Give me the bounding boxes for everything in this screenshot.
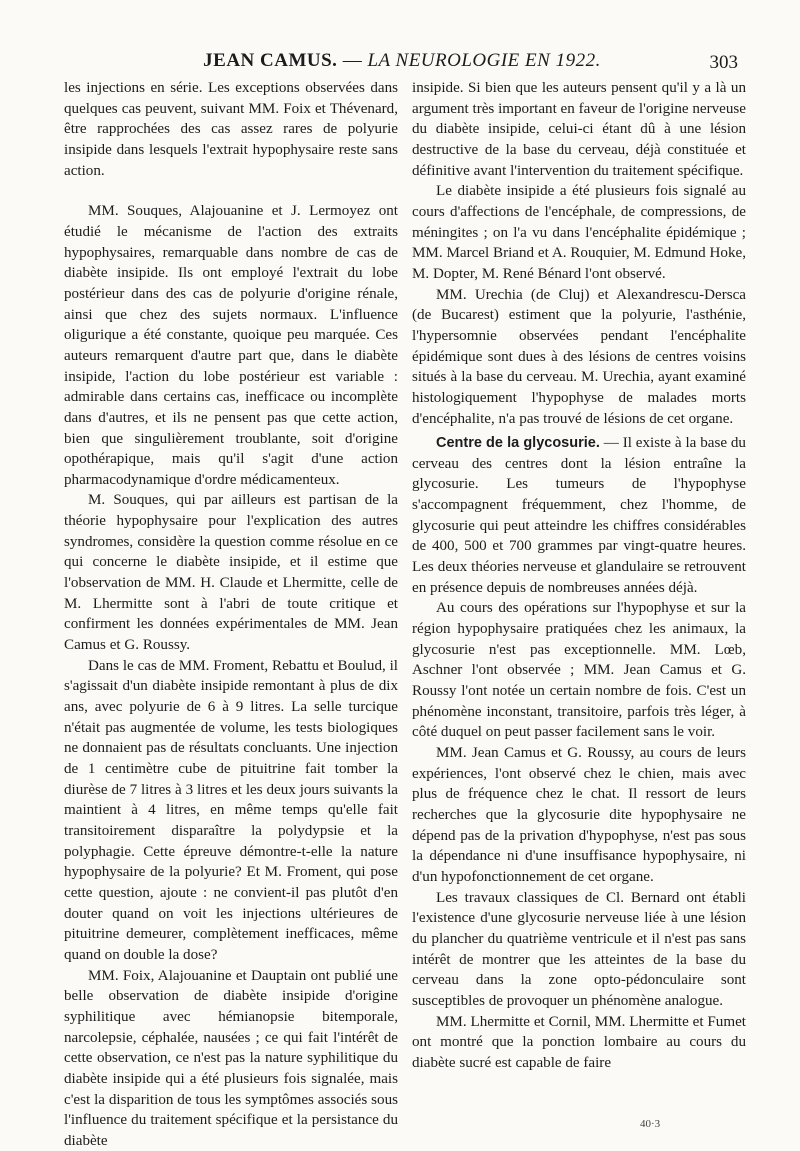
- running-header: [64, 50, 740, 76]
- right-column: [412, 78, 746, 1074]
- header-author: JEAN CAMUS.: [203, 50, 338, 71]
- paragraph: MM. Urechia (de Cluj) et Alexandrescu-Dersca (de Bucarest) estiment que la polyurie, l'asthénie, l'hypersomnie observées pendant l'encéphalite épidémique sont dues à des lésions de centres voisins situés à la base du cerveau. M. Urechia, ayant examiné histologiquement l'hypophyse de malades morts d'encéphalite, n'a pas trouvé de lésions de cet organe.: [412, 286, 746, 427]
- paragraph: MM. Souques, Alajouanine et J. Lermoyez ont étudié le mécanisme de l'action des extraits hypophysaires, remarquable dans nombre de cas de diabète insipide. Ils ont employé l'extrait du lobe postérieur dans des cas de polyurie d'origine rénale, ainsi que chez des sujets normaux. L'influence oligurique a été constante, quoique peu marquée. Ces auteurs remarquent d'autre part que, dans le diabète insipide, l'action du lobe postérieur est variable : admirable dans certains cas, inefficace ou incomplète dans d'autres, et ils ne pensent pas que cette action, bien que singulièrement troublante, soit d'origine opothérapique, mais qu'il s'agit d'une action pharmacodynamique d'ordre médicamenteux.: [64, 203, 398, 488]
- paragraph: M. Souques, qui par ailleurs est partisan de la théorie hypophysaire pour l'explication des autres syndromes, considère la question comme résolue en ce qui concerne le diabète insipide, et il estime que l'observation de MM. H. Claude et Lhermitte, celle de M. Lhermitte sont à l'abri de toute critique et confirment les données expérimentales de MM. Jean Camus et G. Roussy.: [64, 492, 398, 654]
- header-separator: —: [342, 50, 363, 71]
- header-title: [64, 50, 740, 72]
- left-column: [64, 78, 398, 1151]
- paragraph: Le diabète insipide a été plusieurs fois signalé au cours d'affections de l'encéphale, de compressions, de méningites ; on l'a vu dans l'encéphalite épidémique ; MM. Marcel Briand et A. Rouquier, M. Edmund Hoke, M. Dopter, M. René Bénard l'ont observé.: [412, 183, 746, 282]
- signature-mark: 40·3: [640, 1118, 661, 1130]
- section-heading: Centre de la glycosurie.: [436, 435, 600, 452]
- page-number: 303: [709, 52, 738, 73]
- section-text: — Il existe à la base du cerveau des centres dont la lésion entraîne la glycosurie. Les tumeurs de l'hypophyse s'accompagnent fréquemment, chez l'homme, de glycosurie qui peut atteindre les chiffres considérables de 400, 500 et 700 grammes par vingt-quatre heures. Les deux théories nerveuse et glandulaire se retrouvent en présence depuis de nombreuses années déjà.: [412, 435, 746, 596]
- paragraph: Les travaux classiques de Cl. Bernard ont établi l'existence d'une glycosurie nerveuse liée à une lésion du plancher du quatrième ventricule et il n'est pas sans intérêt de montrer que les atteintes de la base du cerveau dans la zone opto-pédonculaire sont susceptibles de provoquer un phénomène analogue.: [412, 889, 746, 1009]
- paragraph: MM. Lhermitte et Cornil, MM. Lhermitte et Fumet ont montré que la ponction lombaire au cours du diabète sucré est capable de faire: [412, 1013, 746, 1071]
- section-paragraph: [412, 433, 746, 598]
- header-journal-title: LA NEUROLOGIE EN 1922.: [367, 50, 601, 71]
- paragraph: Dans le cas de MM. Froment, Rebattu et Boulud, il s'agissait d'un diabète insipide remontant à plus de dix ans, avec polyurie de 6 à 9 litres. La selle turcique n'était pas augmentée de volume, les tests biologiques ne donnaient pas de résultats concluants. Une injection de 1 centimètre cube de pituitrine fait tomber la diurèse de 7 litres à 3 litres et les deux jours suivants la maintient à 4 litres, en même temps qu'elle fait transitoirement disparaître la polydypsie et la polyphagie. Cette épreuve démontre-t-elle la nature hypophysaire de la polyurie? Et M. Froment, qui pose cette question, ajoute : ne convient-il pas plutôt d'en douter quand on voit les injections ultérieures de pituitrine demeurer, complètement inefficaces, même quand on double la dose?: [64, 657, 398, 963]
- paragraph: les injections en série. Les exceptions observées dans quelques cas peuvent, suivant MM. Foix et Thévenard, être rapprochées des cas assez rares de polyurie insipide dans lesquels l'extrait hypophysaire reste sans action.: [64, 80, 398, 179]
- paragraph: insipide. Si bien que les auteurs pensent qu'il y a là un argument très important en faveur de l'origine nerveuse du diabète insipide, celui-ci étant dû à une lésion destructive de la base du cerveau, déjà constituée et définitive avant l'intervention du traitement spécifique.: [412, 80, 746, 179]
- paragraph: Au cours des opérations sur l'hypophyse et sur la région hypophysaire pratiquées chez les animaux, la glycosurie n'est pas exceptionnelle. MM. Lœb, Aschner l'ont observée ; MM. Jean Camus et G. Roussy l'ont notée un certain nombre de fois. C'est un phénomène inconstant, transitoire, parfois très léger, à côté duquel on peut passer facilement sans le voir.: [412, 600, 746, 741]
- paragraph: MM. Jean Camus et G. Roussy, au cours de leurs expériences, l'ont observé chez le chien, mais avec plus de fréquence chez le chat. Il ressort de leurs recherches que la glycosurie dite hypophysaire ne dépend pas de la privation d'hypophyse, n'est pas sous la dépendance ni d'une insuffisance hypophysaire, ni d'un hypofonctionnement de cet organe.: [412, 745, 746, 885]
- paragraph: MM. Foix, Alajouanine et Dauptain ont publié une belle observation de diabète insipide d'origine syphilitique avec hémianopsie bitemporale, narcolepsie, céphalée, nausées ; ce qui fait l'intérêt de cette observation, ce n'est pas la nature syphilitique du diabète insipide qui a été plusieurs fois signalée, mais c'est la disparition de tous les symptômes associés sous l'influence du traitement spécifique et la persistance du diabète: [64, 967, 398, 1149]
